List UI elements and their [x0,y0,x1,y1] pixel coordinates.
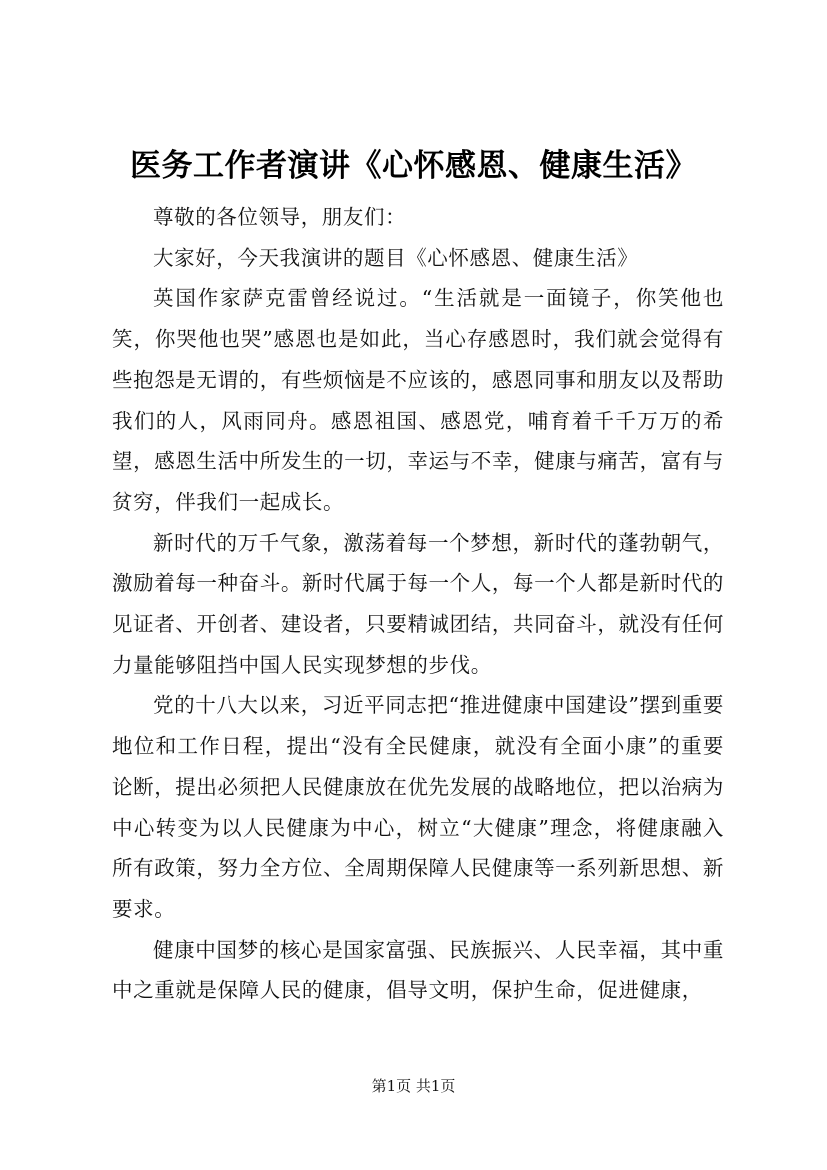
paragraph-greeting: 大家好，今天我演讲的题目《心怀感恩、健康生活》 [153,245,639,270]
paragraph-healthy-china: 党的十八大以来，习近平同志把“推进健康中国建设”摆到重要地位和工作日程，提出“没有全民健康，就没有全面小康”的重要论断，提出必须把人民健康放在优先发展的战略地位，把以治病为中心转变为以人民健康为中心，树立“大健康”理念，将健康融入所有政策，努力全方位、全周期保障人民健康等一系列新思想、新要求。 [112,693,724,921]
document-title: 医务工作者演讲《心怀感恩、健康生活》 [130,148,697,184]
paragraph-gratitude: 英国作家萨克雷曾经说过。“生活就是一面镜子，你笑他也笑，你哭他也哭”感恩也是如此，当心存感恩时，我们就会觉得有些抱怨是无谓的，有些烦恼是不应该的，感恩同事和朋友以及帮助我们的人，风雨同舟。感恩祖国、感恩党，哺育着千千万万的希望，感恩生活中所发生的一切，幸运与不幸，健康与痛苦，富有与贫穷，伴我们一起成长。 [112,286,724,514]
paragraph-salutation: 尊敬的各位领导，朋友们： [153,205,407,229]
paragraph-new-era: 新时代的万千气象，激荡着每一个梦想，新时代的蓬勃朝气，激励着每一种奋斗。新时代属于每一个人，每一个人都是新时代的见证者、开创者、建设者，只要精诚团结，共同奋斗，就没有任何力量能够阻挡中国人民实现梦想的步伐。 [112,530,724,677]
paragraph-health-dream: 健康中国梦的核心是国家富强、民族振兴、人民幸福，其中重中之重就是保障人民的健康，倡导文明，保护生命，促进健康， [112,937,724,1003]
document-body [112,197,724,1011]
page-footer: 第1页 共1页 [371,1077,456,1095]
